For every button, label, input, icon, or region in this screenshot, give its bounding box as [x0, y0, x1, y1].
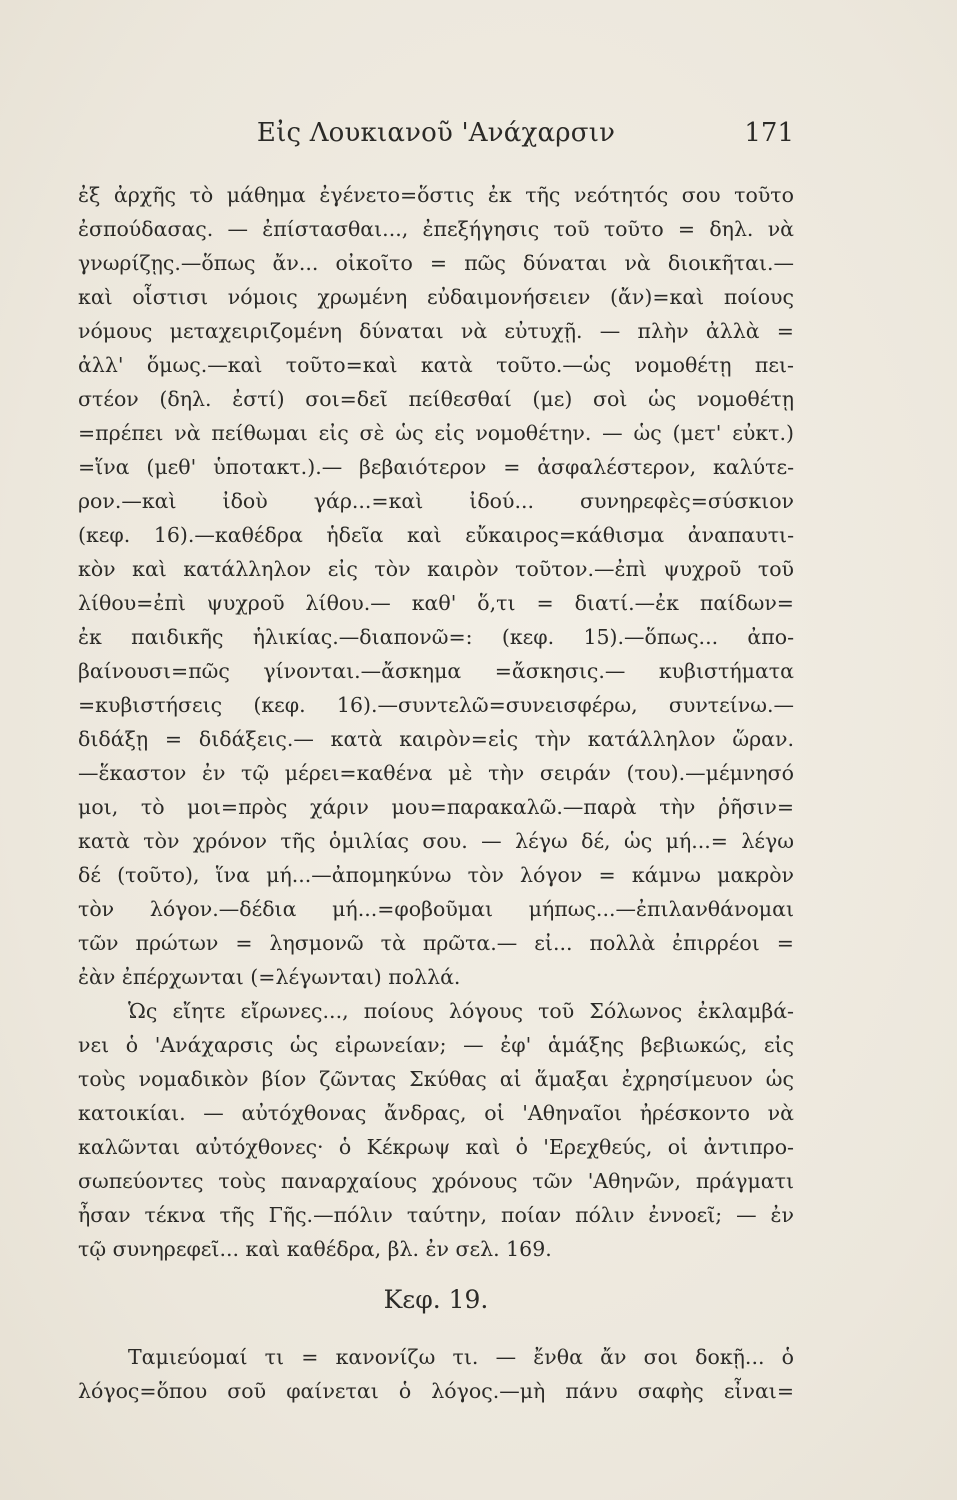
- paragraph-notes: [78, 178, 794, 994]
- text-line: νει ὁ 'Ανάχαρσις ὡς εἰρωνείαν; — ἐφ' ἁμάξης βεβιωκώς, εἰς: [78, 1033, 794, 1057]
- text-line: ἐκ παιδικῆς ἡλικίας.—διαπονῶ=: (κεφ. 15).—ὅπως... ἀπο-: [78, 625, 794, 649]
- text-line: Ταμιεύομαί τι = κανονίζω τι. — ἔνθα ἄν σοι δοκῇ... ὁ: [128, 1345, 794, 1369]
- text-line: ἀλλ' ὅμως.—καὶ τοῦτο=καὶ κατὰ τοῦτο.—ὡς νομοθέτῃ πει-: [78, 353, 794, 377]
- text-line: τοὺς νομαδικὸν βίον ζῶντας Σκύθας αἱ ἅμαξαι ἐχρησίμευον ὡς: [78, 1067, 794, 1091]
- text-line: —ἕκαστον ἐν τῷ μέρει=καθένα μὲ τὴν σειράν (του).—μέμνησό: [78, 761, 794, 785]
- text-line: γνωρίζῃς.—ὅπως ἄν... οἰκοῖτο = πῶς δύναται νὰ διοικῆται.—: [78, 251, 794, 275]
- paragraph-notes-2: [78, 994, 794, 1266]
- text-line: ἐξ ἀρχῆς τὸ μάθημα ἐγένετο=ὅστις ἐκ τῆς νεότητός σου τοῦτο: [78, 183, 794, 207]
- text-line: σωπεύοντες τοὺς παναρχαίους χρόνους τῶν 'Αθηνῶν, πράγματι: [78, 1169, 794, 1193]
- text-line: νόμους μεταχειριζομένη δύναται νὰ εὐτυχῇ. — πλὴν ἀλλὰ =: [78, 319, 794, 343]
- text-line: ἐὰν ἐπέρχωνται (=λέγωνται) πολλά.: [78, 965, 461, 989]
- text-line: ἦσαν τέκνα τῆς Γῆς.—πόλιν ταύτην, ποίαν πόλιν ἐννοεῖ; — ἐν: [78, 1203, 794, 1227]
- text-line: =ἵνα (μεθ' ὑποτακτ.).— βεβαιότερον = ἀσφαλέστερον, καλύτε-: [78, 455, 794, 479]
- text-line: λόγος=ὅπου σοῦ φαίνεται ὁ λόγος.—μὴ πάνυ σαφὴς εἶναι=: [78, 1379, 794, 1403]
- text-line: λίθου=ἐπὶ ψυχροῦ λίθου.— καθ' ὅ,τι = διατί.—ἐκ παίδων=: [78, 591, 794, 615]
- text-line: στέον (δηλ. ἐστί) σοι=δεῖ πείθεσθαί (με) σοὶ ὡς νομοθέτῃ: [78, 387, 794, 411]
- text-line: μοι, τὸ μοι=πρὸς χάριν μου=παρακαλῶ.—παρὰ τὴν ῥῆσιν=: [78, 795, 794, 819]
- page-number: 171: [744, 118, 794, 148]
- text-line: βαίνουσι=πῶς γίνονται.—ἄσκημα =ἄσκησις.— κυβιστήματα: [78, 659, 794, 683]
- text-line: ρον.—καὶ ἰδοὺ γάρ...=καὶ ἰδού... συνηρεφὲς=σύσκιον: [78, 489, 794, 513]
- text-line: κὸν καὶ κατάλληλον εἰς τὸν καιρὸν τοῦτον.—ἐπὶ ψυχροῦ τοῦ: [78, 557, 794, 581]
- chapter-heading: Κεφ. 19.: [383, 1285, 489, 1314]
- page-header: [78, 118, 794, 158]
- text-line: καλῶνται αὐτόχθονες· ὁ Κέκρωψ καὶ ὁ 'Ερεχθεύς, οἱ ἀντιπρο-: [78, 1135, 794, 1159]
- text-line: =κυβιστήσεις (κεφ. 16).—συντελῶ=συνεισφέρω, συντείνω.—: [78, 693, 794, 717]
- commentary-text: [78, 178, 794, 1408]
- paragraph-chapter-19: [78, 1340, 794, 1408]
- text-line: τῶν πρώτων = λησμονῶ τὰ πρῶτα.— εἰ... πολλὰ ἐπιρρέοι =: [78, 931, 794, 955]
- text-line: Ὡς εἴητε εἴρωνες..., ποίους λόγους τοῦ Σόλωνος ἐκλαμβά-: [128, 999, 794, 1023]
- text-line: καὶ οἷστισι νόμοις χρωμένη εὐδαιμονήσειεν (ἄν)=καὶ ποίους: [78, 285, 794, 309]
- text-line: τῷ συνηρεφεῖ... καὶ καθέδρα, βλ. ἐν σελ. 169.: [78, 1237, 552, 1261]
- text-line: (κεφ. 16).—καθέδρα ἡδεῖα καὶ εὔκαιρος=κάθισμα ἀναπαυτι-: [78, 523, 794, 547]
- text-line: τὸν λόγον.—δέδια μή...=φοβοῦμαι μήπως...—ἐπιλανθάνομαι: [78, 897, 794, 921]
- text-line: ἐσπούδασας. — ἐπίστασθαι..., ἐπεξήγησις τοῦ τοῦτο = δηλ. νὰ: [78, 217, 794, 241]
- text-line: κατὰ τὸν χρόνον τῆς ὁμιλίας σου. — λέγω δέ, ὡς μή...= λέγω: [78, 829, 794, 853]
- text-line: κατοικίαι. — αὐτόχθονας ἄνδρας, οἱ 'Αθηναῖοι ἠρέσκοντο νὰ: [78, 1101, 794, 1125]
- text-line: δέ (τοῦτο), ἵνα μή...—ἀπομηκύνω τὸν λόγον = κάμνω μακρὸν: [78, 863, 794, 887]
- text-line: =πρέπει νὰ πείθωμαι εἰς σὲ ὡς εἰς νομοθέτην. — ὡς (μετ' εὐκτ.): [78, 421, 794, 445]
- running-title: Εἰς Λουκιανοῦ 'Ανάχαρσιν: [256, 118, 616, 148]
- text-line: διδάξῃ = διδάξεις.— κατὰ καιρὸν=εἰς τὴν κατάλληλον ὥραν.: [78, 727, 794, 751]
